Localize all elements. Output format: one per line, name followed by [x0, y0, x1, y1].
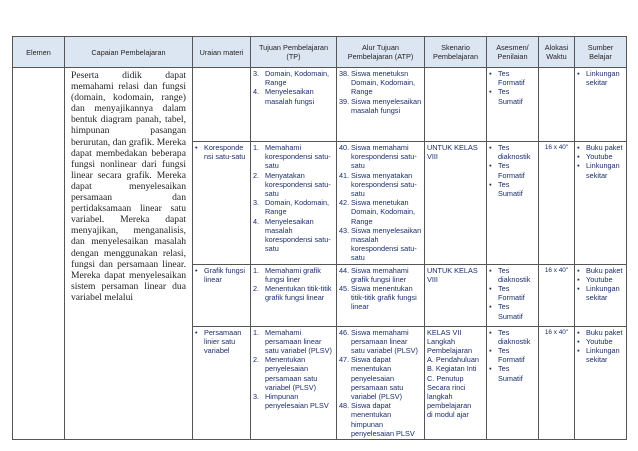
- asesmen-item-text: Tes diaknostik: [498, 143, 531, 162]
- sumber-cell: [575, 264, 627, 326]
- materi-item: [195, 143, 248, 161]
- tp-item: [253, 69, 334, 87]
- tp-item-number: 2.: [253, 284, 260, 294]
- bullet-icon: ▪: [489, 302, 492, 312]
- skenario-line: UNTUK KELAS VIII: [427, 265, 478, 284]
- materi-item: [195, 266, 248, 284]
- alokasi-cell: 16 x 40": [539, 326, 575, 439]
- sumber-item-list: [577, 266, 624, 303]
- tp-item-number: 3.: [253, 198, 260, 208]
- tp-item: [253, 328, 334, 356]
- header-sumber: Sumber Belajar: [575, 37, 627, 68]
- bullet-icon: ▪: [577, 327, 580, 337]
- sumber-item-text: Linkungan sekitar: [586, 346, 620, 365]
- alokasi-cell: 16 x 40": [539, 264, 575, 326]
- asesmen-item: [489, 180, 536, 198]
- asesmen-item: [489, 69, 536, 87]
- tp-item: [253, 198, 334, 216]
- bullet-icon: ▪: [577, 336, 580, 346]
- sumber-item-text: Buku paket: [586, 265, 623, 275]
- sumber-item: [577, 266, 624, 275]
- atp-item: [339, 266, 422, 284]
- asesmen-cell: [487, 264, 539, 326]
- asesmen-item-text: Tes Formatif: [498, 69, 525, 88]
- asesmen-item: [489, 266, 536, 284]
- asesmen-item-list: [489, 328, 536, 383]
- asesmen-item: [489, 364, 536, 382]
- tp-item-text: Menentukan titik-titik grafik fungsi linear: [265, 284, 332, 303]
- atp-item-list: [339, 328, 422, 438]
- atp-item-number: 46.: [339, 327, 350, 337]
- atp-item-text: Siswa menetuksn Domain, Kodomain, Range: [351, 69, 416, 97]
- bullet-icon: ▪: [577, 69, 580, 78]
- atp-item-number: 41.: [339, 170, 350, 180]
- skenario-cell: [425, 68, 487, 142]
- asesmen-item-text: Tes Sumatif: [498, 179, 523, 199]
- atp-item: [339, 355, 422, 401]
- tp-item-text: Memahami korespondensi satu-satu: [265, 143, 331, 171]
- materi-item-text: Grafik fungsi linear: [204, 265, 245, 284]
- skenario-cell: [425, 326, 487, 439]
- skenario-cell: [425, 264, 487, 326]
- header-asesmen: Asesmen/ Penilaian: [487, 37, 539, 68]
- atp-item-text: Siswa menetukan Domain, Kodomain, Range: [351, 198, 416, 226]
- tp-item-number: 3.: [253, 69, 260, 78]
- materi-item-list: [195, 266, 248, 284]
- skenario-line: UNTUK KELAS VIII: [427, 143, 478, 162]
- bullet-icon: ▪: [489, 69, 492, 78]
- sumber-item-text: Linkungan sekitar: [586, 284, 620, 303]
- atp-item: [339, 328, 422, 356]
- tp-item-text: Himpunan penyelesaian PLSV: [265, 392, 329, 411]
- materi-item-text: Koresponde nsi satu-satu: [204, 143, 246, 162]
- atp-cell: [337, 68, 425, 142]
- atp-item-number: 44.: [339, 265, 350, 275]
- bullet-icon: ▪: [489, 284, 492, 294]
- bullet-icon: ▪: [489, 327, 492, 337]
- materi-item-text: Persamaan linier satu variabel: [204, 327, 242, 356]
- sumber-item: [577, 346, 624, 364]
- tp-item-number: 1.: [253, 143, 260, 152]
- header-uraian: Uraian materi: [193, 37, 251, 68]
- skenario-line: A. Pendahuluan: [427, 355, 479, 365]
- atp-item: [339, 401, 422, 438]
- skenario-cell: [425, 142, 487, 265]
- asesmen-cell: [487, 68, 539, 142]
- sumber-item-text: Buku paket: [586, 143, 623, 152]
- bullet-icon: ▪: [489, 87, 492, 97]
- asesmen-item-text: Tes Formatif: [498, 284, 525, 303]
- asesmen-item-text: Tes Sumatif: [498, 302, 523, 321]
- bullet-icon: •: [195, 327, 198, 337]
- bullet-icon: ▪: [489, 364, 492, 374]
- skenario-line: B. Kegiatan Inti: [427, 364, 477, 374]
- asesmen-item: [489, 161, 536, 179]
- alokasi-cell: 16 x 40": [539, 142, 575, 265]
- tp-item-list: [253, 143, 334, 253]
- tp-item-number: 4.: [253, 216, 260, 226]
- materi-item-list: [195, 143, 248, 161]
- uraian-cell: [193, 326, 251, 439]
- learning-plan-table: [12, 36, 627, 440]
- tp-item-text: Memahami grafik fungsi liner: [265, 265, 321, 284]
- table-body: [13, 68, 627, 440]
- sumber-item: [577, 143, 624, 152]
- tp-item: [253, 171, 334, 199]
- bullet-icon: ▪: [489, 179, 492, 189]
- header-tp: Tujuan Pembelajaran (TP): [251, 37, 337, 68]
- asesmen-item: [489, 87, 536, 105]
- asesmen-item: [489, 284, 536, 302]
- atp-item: [339, 143, 422, 171]
- capaian-cell: Peserta didik dapat memahami relasi dan fungsi (domain, kodomain, range) dan menyajikannya dalam bentuk diagram panah, tabel, himpunan pasangan berurutan, dan grafik. Mereka dapat membedakan beberapa fungsi nonlinear dari fungsi linear secara grafik. Mereka dapat menyelesaikan persamaan dan pertidaksamaan linear satu variabel. Mereka dapat menyajikan, menganalisis, dan menyelesaikan masalah dengan menggunakan relasi, fungsi dan persamaan linear. Mereka dapat menyelesaikan sistem persaman linear dua variabel melalui: [65, 68, 193, 440]
- sumber-cell: [575, 326, 627, 439]
- bullet-icon: ▪: [489, 346, 492, 356]
- bullet-icon: •: [195, 265, 198, 275]
- sumber-item-text: Youtube: [586, 274, 613, 284]
- sumber-item: [577, 69, 624, 87]
- header-capaian: Capaian Pembelajaran: [65, 37, 193, 68]
- tp-item-number: 4.: [253, 87, 260, 97]
- atp-item-text: Siswa dapat menentukan himpunan penyelesaian PLSV: [351, 401, 415, 438]
- tp-item: [253, 392, 334, 410]
- tp-item-text: Memahami persamaan linear satu variabel (PLSV): [265, 327, 332, 356]
- sumber-cell: [575, 142, 627, 265]
- atp-item-text: Siswa menyelesaikan masalah korespondensi satu-satu: [351, 225, 422, 263]
- header-elemen: Elemen: [13, 37, 65, 68]
- atp-item-text: Siswa dapat menentukan penyelesaian persamaan satu variabel (PLSV): [351, 355, 404, 402]
- tp-cell: [251, 326, 337, 439]
- atp-item-text: Siswa memahami persamaan linear satu variabel (PLSV): [351, 327, 418, 356]
- asesmen-item-text: Tes Sumatif: [498, 364, 523, 383]
- skenario-line: Secara rinci langkah pembelajaran: [427, 382, 472, 411]
- atp-item-list: [339, 266, 422, 312]
- bullet-icon: ▪: [577, 284, 580, 294]
- atp-item: [339, 284, 422, 312]
- sumber-item-list: [577, 328, 624, 365]
- sumber-item: [577, 152, 624, 161]
- atp-item-number: 39.: [339, 96, 350, 106]
- tp-cell: [251, 142, 337, 265]
- tp-item: [253, 266, 334, 284]
- tp-item-text: Menentukan penyelesaian persamaan satu variabel (PLSV): [265, 355, 318, 392]
- tp-item-text: Domain, Kodomain, Range: [265, 198, 330, 217]
- bullet-icon: ▪: [577, 265, 580, 275]
- sumber-item-text: Youtube: [586, 152, 613, 162]
- sumber-item: [577, 161, 624, 179]
- tp-item-number: 1.: [253, 327, 260, 337]
- tp-item-list: [253, 328, 334, 411]
- asesmen-item: [489, 328, 536, 346]
- atp-item-list: [339, 143, 422, 263]
- bullet-icon: ▪: [577, 274, 580, 284]
- atp-item-number: 47.: [339, 355, 350, 365]
- header-skenario: Skenario Pembelajaran: [425, 37, 487, 68]
- bullet-icon: ▪: [577, 143, 580, 152]
- bullet-icon: ▪: [489, 161, 492, 171]
- sumber-item: [577, 275, 624, 284]
- tp-item-list: [253, 69, 334, 106]
- tp-cell: [251, 264, 337, 326]
- skenario-line: C. Penutup: [427, 373, 464, 383]
- tp-item: [253, 143, 334, 171]
- tp-item: [253, 87, 334, 105]
- tp-item-number: 1.: [253, 265, 260, 275]
- atp-item-text: Siswa memahami grafik fungsi liner: [351, 265, 409, 284]
- bullet-icon: •: [195, 143, 198, 152]
- atp-item-number: 43.: [339, 225, 350, 235]
- materi-item-list: [195, 328, 248, 356]
- asesmen-item: [489, 143, 536, 161]
- atp-item-number: 42.: [339, 198, 350, 208]
- tp-item: [253, 217, 334, 254]
- sumber-item: [577, 328, 624, 337]
- asesmen-item-text: Tes Formatif: [498, 346, 525, 365]
- uraian-cell: [193, 68, 251, 142]
- asesmen-cell: [487, 142, 539, 265]
- atp-cell: [337, 326, 425, 439]
- asesmen-item-text: Tes diaknostik: [498, 265, 531, 284]
- atp-item: [339, 171, 422, 199]
- tp-item-number: 2.: [253, 170, 260, 180]
- asesmen-item-text: Tes diaknostik: [498, 327, 531, 346]
- sumber-item: [577, 284, 624, 302]
- uraian-cell: [193, 264, 251, 326]
- atp-item-text: Siswa menyelesaikan masalah fungsi: [351, 96, 422, 115]
- table-row: [13, 68, 627, 142]
- sumber-item-text: Linkungan sekitar: [586, 161, 620, 180]
- atp-item-list: [339, 69, 422, 115]
- tp-item-text: Menyelesaikan masalah korespondensi satu-satu: [265, 216, 331, 254]
- bullet-icon: ▪: [489, 143, 492, 152]
- tp-item-text: Menyelesaikan masalah fungsi: [265, 87, 315, 106]
- atp-item-text: Siswa menyatakan korespondensi satu-satu: [351, 170, 417, 199]
- tp-cell: [251, 68, 337, 142]
- materi-item: [195, 328, 248, 356]
- tp-item-text: Menyatakan korespondensi satu-satu: [265, 170, 331, 199]
- header-alokasi: Alokasi Waktu: [539, 37, 575, 68]
- sumber-item-text: Youtube: [586, 336, 613, 346]
- atp-item-number: 38.: [339, 69, 350, 78]
- tp-item: [253, 284, 334, 302]
- asesmen-item: [489, 302, 536, 320]
- sumber-item-text: Linkungan sekitar: [586, 69, 620, 88]
- asesmen-item: [489, 346, 536, 364]
- asesmen-item-list: [489, 69, 536, 106]
- tp-item: [253, 355, 334, 392]
- sumber-cell: [575, 68, 627, 142]
- tp-item-number: 2.: [253, 355, 260, 365]
- sumber-item-list: [577, 69, 624, 87]
- skenario-line: KELAS VII: [427, 327, 462, 337]
- atp-item: [339, 226, 422, 263]
- header-row: [13, 37, 627, 68]
- header-atp: Alur Tujuan Pembelajaran (ATP): [337, 37, 425, 68]
- atp-item: [339, 198, 422, 226]
- atp-item-number: 45.: [339, 284, 350, 294]
- atp-item: [339, 69, 422, 97]
- asesmen-item-text: Tes Formatif: [498, 161, 525, 180]
- atp-item-number: 40.: [339, 143, 350, 152]
- atp-item-number: 48.: [339, 401, 350, 411]
- asesmen-item-list: [489, 266, 536, 321]
- elemen-cell: [13, 68, 65, 440]
- sumber-item-list: [577, 143, 624, 180]
- sumber-item-text: Buku paket: [586, 327, 623, 337]
- skenario-line: di modul ajar: [427, 410, 469, 420]
- page: [12, 36, 627, 440]
- bullet-icon: ▪: [577, 152, 580, 162]
- tp-item-number: 3.: [253, 392, 260, 402]
- atp-cell: [337, 264, 425, 326]
- atp-item-text: Siswa memahami korespondensi satu-satu: [351, 143, 417, 171]
- atp-item-text: Siswa menentukan titik-titik grafik fungsi linear: [351, 284, 417, 312]
- asesmen-item-list: [489, 143, 536, 198]
- tp-item-list: [253, 266, 334, 303]
- bullet-icon: ▪: [577, 346, 580, 356]
- bullet-icon: ▪: [577, 161, 580, 171]
- uraian-cell: [193, 142, 251, 265]
- bullet-icon: ▪: [489, 265, 492, 275]
- skenario-line: Langkah Pembelajaran: [427, 336, 473, 356]
- atp-item: [339, 97, 422, 115]
- tp-item-text: Domain, Kodomain, Range: [265, 69, 330, 88]
- atp-cell: [337, 142, 425, 265]
- alokasi-cell: [539, 68, 575, 142]
- asesmen-item-text: Tes Sumatif: [498, 87, 523, 106]
- asesmen-cell: [487, 326, 539, 439]
- sumber-item: [577, 337, 624, 346]
